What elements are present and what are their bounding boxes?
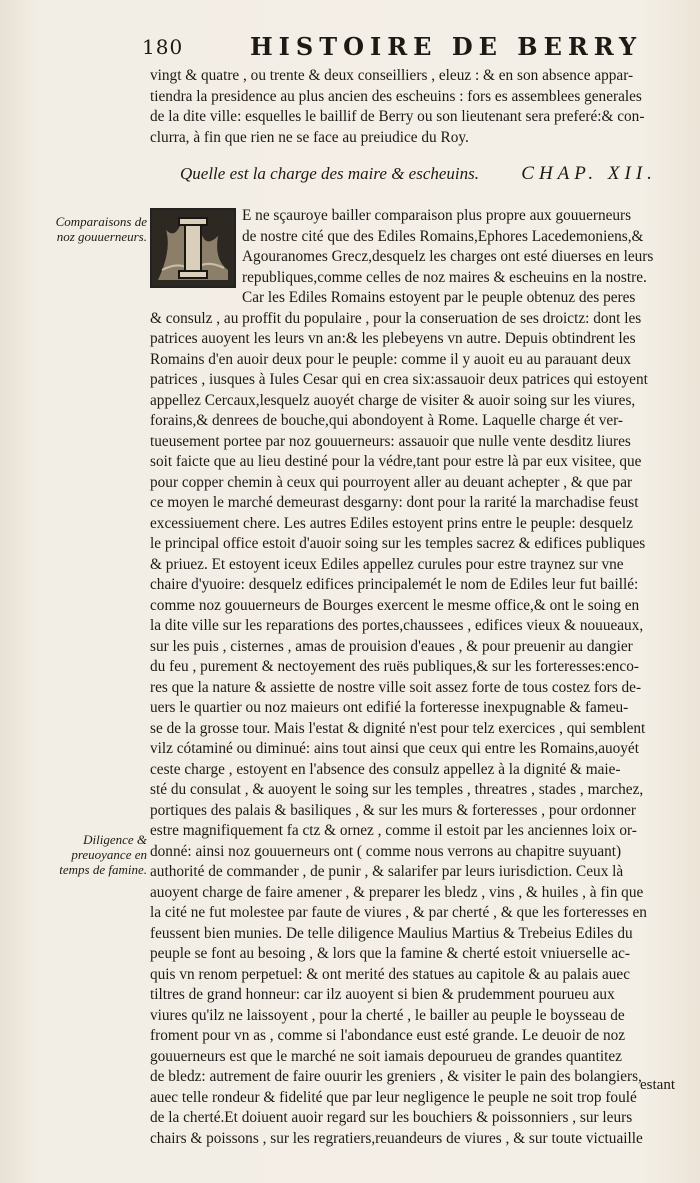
text-line: excessiuement chere. Les autres Ediles estoyent prins entre le peuple: desquelz bbox=[150, 514, 633, 532]
text-line: portiques des palais & basiliques , & sur les murs & forteresses , pour ordonner bbox=[150, 801, 637, 819]
text-line: forains,& denrees de bouche,qui abondoyent à Rome. Laquelle charge ét ver- bbox=[150, 412, 624, 429]
text-line: estre magnifiquement fa ctz & ornez , comme il estoit par les anciennes loix or- bbox=[150, 822, 637, 839]
margin-note-diligence: Diligence & preuoyance en temps de famine. bbox=[59, 832, 147, 877]
text-line: & consulz , au proffit du populaire , pour la conseruation de ses droictz: dont les bbox=[150, 309, 642, 327]
text-line: froment pour vn as , comme si l'abondance eust esté grande. Le deuoir de noz bbox=[150, 1027, 626, 1044]
text-line: auec telle rondeur & fidelité que par leur negligence le peuple ne soit trop foulé bbox=[150, 1088, 637, 1106]
catchword: estant bbox=[640, 1077, 675, 1093]
text-line: sur les puis , cisternes , amas de prouision d'eaues , & pour preuenir au dangier bbox=[150, 637, 633, 655]
text-line: clurra, à fin que rien ne se face au preiudice du Roy. bbox=[150, 128, 469, 146]
text-line: res que la nature & assiette de nostre ville soit assez forte de tous costez fors de- bbox=[150, 678, 642, 696]
text-line: de nostre cité que des Ediles Romains,Ephores Lacedemoniens,& bbox=[242, 227, 644, 245]
text-line: authorité de commander , de punir , & salarifer par leurs iurisdiction. Ceux là bbox=[150, 863, 624, 880]
text-line: tueusement portee par noz gouuerneurs: assauoir que nulle vente desditz liures bbox=[150, 432, 631, 450]
page-number: 180 bbox=[142, 35, 184, 59]
text-line: de la dite ville: esquelles le baillif de Berry ou son lieutenant sera preferé:& con- bbox=[150, 108, 645, 125]
text-line: vingt & quatre , ou trente & deux conseilliers , eleuz : & en son absence appar- bbox=[150, 67, 634, 84]
text-line: Romains d'en auoir deux pour le peuple: comme il y auoit eu au parauant deux bbox=[150, 350, 632, 368]
text-line: peuple se font au besoing , & lors que la famine & cherté estoit vniuerselle ac- bbox=[150, 945, 630, 962]
text-line: de la cherté.Et doiuent auoir regard sur les bouchiers & poissonniers , sur leurs bbox=[150, 1109, 633, 1126]
text-line: patrices , iusques à Iules Cesar qui en crea six:assauoir deux patrices qui estoyent bbox=[150, 371, 648, 388]
text-line: tiltres de grand honneur: car ilz auoyent si bien & prudemment pourueu aux bbox=[150, 986, 615, 1003]
text-line: la cité ne fut molestee par faute de viures , & par cherté , & que les forteresses en bbox=[150, 904, 647, 921]
text-line: feussent bien munies. De telle diligence Maulius Martius & Trebeius Ediles du bbox=[150, 924, 633, 942]
text-line: republiques,comme celles de noz maires & escheuins en la nostre. bbox=[242, 268, 647, 286]
text-line: le principal office estoit d'auoir soing sur les temples sacrez & edifices publiques bbox=[150, 535, 646, 552]
text-line: sté du consulat , & auoyent le soing sur les temples , threatres , stades , marchez, bbox=[150, 781, 644, 798]
margin-note-comparaisons: Comparaisons de noz gouuerneurs. bbox=[55, 214, 147, 244]
text-line: ce moyen le marché demeurast desgarny: dont pour la rarité la marchadise feust bbox=[150, 494, 639, 511]
text-line: uers le quartier ou noz maieurs ont edifié la forteresse inexpugnable & fameu- bbox=[150, 699, 629, 716]
text-line: chairs & poissons , sur les regratiers,reuandeurs de viures , & sur toute victuaille bbox=[150, 1129, 643, 1147]
text-line: appellez Cercaux,lesquelz auoyét charge de visiter & auoir soing sur les viures, bbox=[150, 391, 636, 409]
text-line: comme noz gouuerneurs de Bourges exercent le mesme office,& ont le soing en bbox=[150, 596, 640, 614]
running-head: HISTOIRE DE BERRY bbox=[250, 32, 643, 61]
text-line: du feu , purement & nectoyement des ruës publiques,& sur les forteresses:enco- bbox=[150, 658, 639, 675]
text-line: Car les Ediles Romains estoyent par le peuple obtenuz des peres bbox=[242, 289, 636, 306]
chapter-title: Quelle est la charge des maire & escheuins. bbox=[180, 164, 480, 183]
text-line: patrices auoyent les leurs vn an:& les plebeyens vn autre. Depuis obtindrent les bbox=[150, 330, 636, 347]
text-line: Agouranomes Grecz,desquelz les charges ont esté diuerses en leurs bbox=[242, 248, 654, 265]
text-line: quis vn renom perpetuel: & ont merité des statues au capitole & au palais auec bbox=[150, 965, 630, 983]
text-line: donné: ainsi noz gouuerneurs ont ( comme nous verrons au chapitre suyuant) bbox=[150, 842, 622, 860]
text-line: de bledz: autrement de faire ouurir les greniers , & visiter le pain des bolangiers, bbox=[150, 1068, 642, 1085]
text-line: ceste charge , estoyent en l'absence des consulz appellez à la dignité & maie- bbox=[150, 760, 621, 778]
page-header bbox=[110, 32, 670, 62]
text-line: la dite ville sur les reparations des portes,chaussees , edifices vieux & nouueaux, bbox=[150, 617, 644, 634]
text-line: viures qu'ilz ne laissoyent , pour la cherté , le bailler au peuple le boysseau de bbox=[150, 1006, 625, 1024]
main-paragraph bbox=[150, 206, 680, 1149]
chapter-heading bbox=[180, 163, 660, 185]
text-line: gouuerneurs est que le marché ne soit iamais depourueu de grandes quantitez bbox=[150, 1047, 622, 1065]
text-line: tiendra la presidence au plus ancien des escheuins : fors es assemblees generales bbox=[150, 87, 642, 105]
text-line: & priuez. Et estoyent iceux Ediles appellez curules pour estre traynez sur vne bbox=[150, 555, 624, 573]
text-line: chaire d'yuoire: desquelz edifices principalemét le nom de Ediles leur fut baillé: bbox=[150, 576, 639, 593]
text-line: pour copper chemin à ceux qui pourroyent aller au deuant achepter , & que par bbox=[150, 473, 633, 491]
text-line: soit faicte que au lieu destiné pour la védre,tant pour estre là par eux visitee, que bbox=[150, 453, 642, 470]
text-line: vilz cótaminé ou diminué: ains tout ainsi que ceux qui entre les Romains,auoyét bbox=[150, 740, 639, 757]
text-line: auoyent charge de faire amener , & preparer les bledz , vins , & huiles , à fin que bbox=[150, 883, 644, 901]
chapter-number: CHAP. XII. bbox=[521, 163, 657, 184]
text-line: se de la grosse tour. Mais l'estat & dignité n'est pour telz exercices , qui semblent bbox=[150, 719, 646, 737]
text-line: E ne sçauroye bailler comparaison plus propre aux gouuerneurs bbox=[242, 207, 632, 224]
top-paragraph bbox=[150, 66, 680, 148]
